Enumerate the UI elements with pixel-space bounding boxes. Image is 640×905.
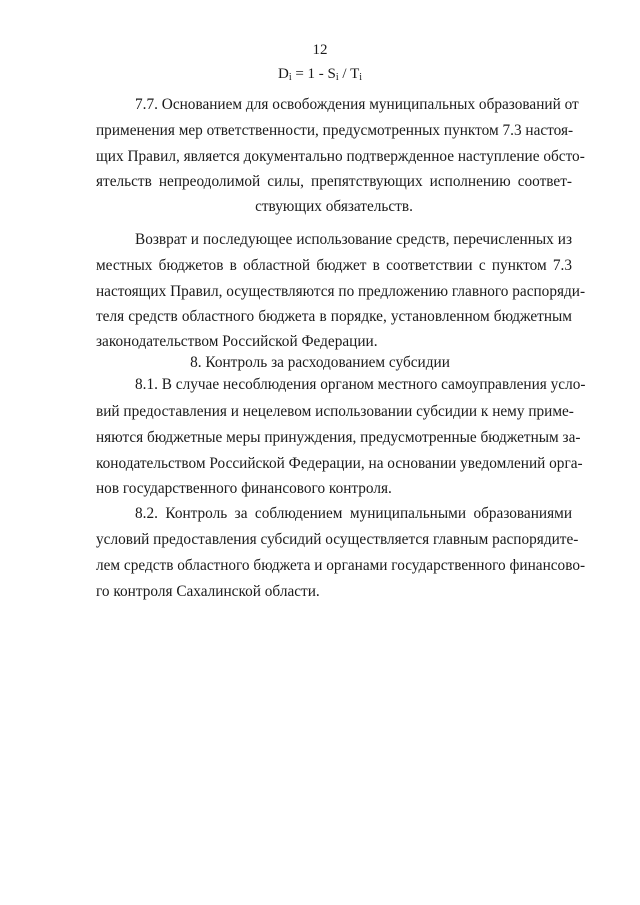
formula-lhs: D: [277, 66, 289, 82]
paragraph-line: го контроля Сахалинской области.: [96, 583, 320, 600]
formula: [0, 66, 640, 83]
paragraph-line: нов государственного финансового контроля.: [96, 480, 392, 497]
paragraph-line: местных бюджетов в областной бюджет в соответствии с пунктом 7.3: [96, 257, 572, 274]
paragraph-line: теля средств областного бюджета в порядке, установленном бюджетным: [96, 308, 572, 325]
paragraph-line: законодательством Российской Федерации.: [96, 333, 378, 350]
paragraph-line: Возврат и последующее использование средств, перечисленных из: [135, 231, 572, 248]
paragraph-line: ствующих обязательств.: [255, 198, 413, 215]
paragraph-line: 8.2. Контроль за соблюдением муниципальными образованиями: [135, 505, 572, 522]
formula-rhs-subscript: i: [359, 72, 363, 83]
paragraph-line: настоящих Правил, осуществляются по предложению главного распоряди-: [96, 283, 586, 300]
formula-slash: / T: [338, 66, 360, 82]
paragraph-line: вий предоставления и нецелевом использовании субсидии к нему приме-: [96, 403, 574, 420]
paragraph-line: условий предоставления субсидий осуществляется главным распорядите-: [96, 531, 579, 548]
formula-lhs-subscript: i: [288, 72, 292, 83]
formula-mid-subscript: i: [335, 72, 339, 83]
paragraph-line: конодательством Российской Федерации, на основании уведомлений орга-: [96, 455, 583, 472]
paragraph-line: лем средств областного бюджета и органами государственного финансово-: [96, 557, 586, 574]
paragraph-line: 7.7. Основанием для освобождения муниципальных образований от: [135, 96, 579, 113]
paragraph-line: щих Правил, является документально подтвержденное наступление обсто-: [96, 148, 585, 165]
paragraph-line: ятельств непреодолимой силы, препятствующих исполнению соответ-: [96, 173, 572, 190]
paragraph-line: применения мер ответственности, предусмотренных пунктом 7.3 настоя-: [96, 122, 574, 139]
page-number: 12: [312, 42, 328, 58]
formula-mid: = 1 - S: [291, 66, 336, 82]
paragraph-line: няются бюджетные меры принуждения, предусмотренные бюджетным за-: [96, 429, 581, 446]
section-8-heading: 8. Контроль за расходованием субсидии: [190, 354, 450, 371]
paragraph-line: 8.1. В случае несоблюдения органом местного самоуправления усло-: [135, 376, 586, 393]
